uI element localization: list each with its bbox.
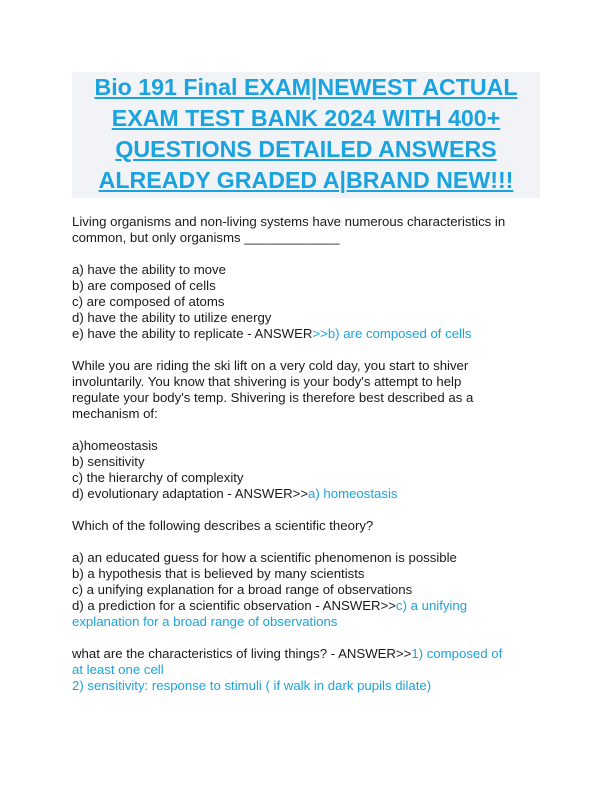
q1-option-c: c) are composed of atoms [72,294,225,309]
q2-option-b: b) sensitivity [72,454,145,469]
q3-option-d-line [72,598,467,614]
q2-option-d-line [72,486,397,502]
q3-option-b: b) a hypothesis that is believed by many scientists [72,566,365,581]
q4-answer-line-1: at least one cell [72,662,164,677]
q1-answer: >>b) are composed of cells [312,326,472,341]
q4-answer: 1) composed of [411,646,503,661]
q4-answer-line-2: 2) sensitivity: response to stimuli ( if walk in dark pupils dilate) [72,678,432,693]
q2-stem-line-4: mechanism of: [72,406,158,421]
q2-stem-line-1: While you are riding the ski lift on a very cold day, you start to shiver [72,358,469,373]
q2-stem-line-3: regulate your body's temp. Shivering is therefore best described as a [72,390,474,405]
q1-option-e-line [72,326,472,342]
q1-option-b: b) are composed of cells [72,278,216,293]
q3-answer: c) a unifying [395,598,468,613]
q4-stem-line [72,646,502,662]
q1-option-e: e) have the ability to replicate - ANSWER [72,326,313,341]
q1-stem-line-2: common, but only organisms _____________ [72,230,340,245]
q3-stem: Which of the following describes a scientific theory? [72,518,374,533]
document-title-line-3[interactable]: QUESTIONS DETAILED ANSWERS [115,136,497,162]
document-title-line-4[interactable]: ALREADY GRADED A|BRAND NEW!!! [98,167,514,193]
q2-option-d: d) evolutionary adaptation - ANSWER>> [72,486,309,501]
q2-option-a: a)homeostasis [72,438,158,453]
q1-stem-line-1: Living organisms and non-living systems have numerous characteristics in [72,214,506,229]
q3-option-a: a) an educated guess for how a scientific phenomenon is possible [72,550,457,565]
q2-stem-line-2: involuntarily. You know that shivering is your body's attempt to help [72,374,462,389]
q1-option-d: d) have the ability to utilize energy [72,310,272,325]
q1-option-a: a) have the ability to move [72,262,226,277]
document-title-line-2[interactable]: EXAM TEST BANK 2024 WITH 400+ [111,105,501,131]
q2-option-c: c) the hierarchy of complexity [72,470,244,485]
document-title-line-1[interactable]: Bio 191 Final EXAM|NEWEST ACTUAL [94,74,518,100]
q3-option-c: c) a unifying explanation for a broad range of observations [72,582,413,597]
q3-answer-cont: explanation for a broad range of observations [72,614,338,629]
q3-option-d: d) a prediction for a scientific observation - ANSWER>> [72,598,396,613]
q2-answer: a) homeostasis [308,486,398,501]
q4-stem: what are the characteristics of living things? - ANSWER>> [72,646,412,661]
